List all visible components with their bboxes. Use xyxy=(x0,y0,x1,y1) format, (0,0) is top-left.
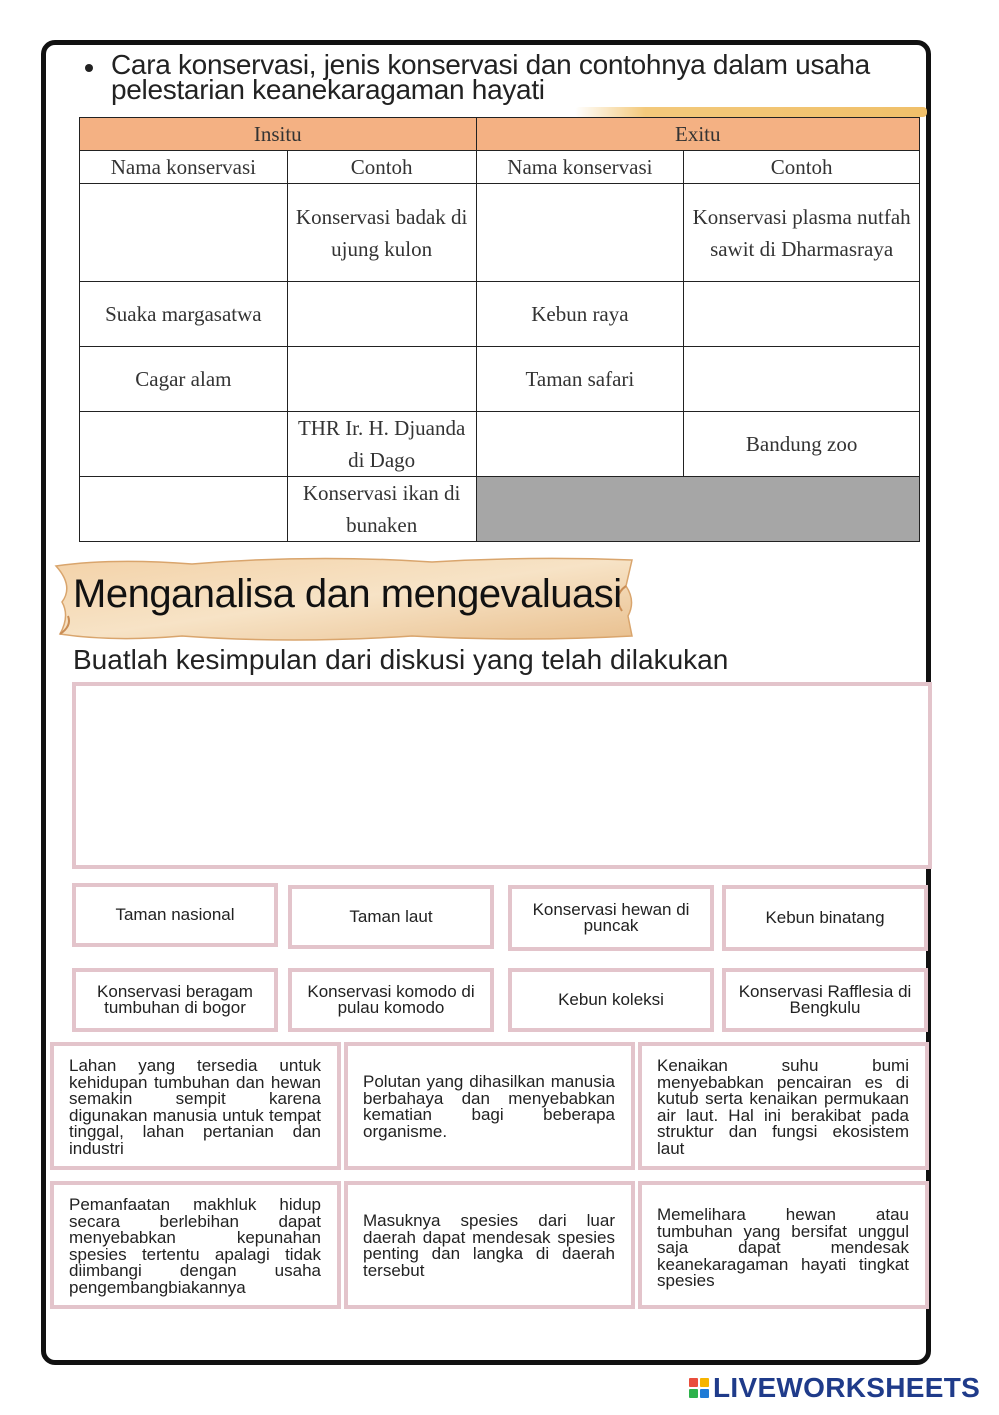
logo-square xyxy=(700,1389,709,1398)
drag-card[interactable]: Konservasi komodo di pulau komodo xyxy=(288,968,494,1032)
subheader-nama-insitu: Nama konservasi xyxy=(80,151,288,184)
drag-paragraph-card[interactable]: Pemanfaatan makhluk hidup secara berlebihan dapat menyebabkan kepunahan spesies tertentu apalagi tidak diimbangi dengan usaha pengembangbiakannya xyxy=(50,1181,341,1309)
table-cell: Bandung zoo xyxy=(684,412,920,477)
drag-card[interactable]: Kebun koleksi xyxy=(508,968,714,1032)
table-cell-answer[interactable] xyxy=(476,412,684,477)
intro-text: Cara konservasi, jenis konservasi dan contohnya dalam usaha pelestarian keanekaragaman hayati xyxy=(111,49,870,105)
header-exitu: Exitu xyxy=(476,118,919,151)
drag-card[interactable]: Kebun binatang xyxy=(722,885,928,951)
conclusion-input-box[interactable] xyxy=(72,682,932,869)
drag-paragraph-card[interactable]: Lahan yang tersedia untuk kehidupan tumbuhan dan hewan semakin sempit karena digunakan manusia untuk tempat tinggal, lahan pertanian dan industri xyxy=(50,1042,341,1170)
drag-card[interactable]: Taman nasional xyxy=(72,883,278,947)
brand-name[interactable]: LIVEWORKSHEETS xyxy=(713,1372,981,1403)
table-row xyxy=(80,184,920,282)
brush-underline xyxy=(575,107,927,117)
table-cell-gray xyxy=(476,477,919,542)
drag-paragraph-card[interactable]: Masuknya spesies dari luar daerah dapat mendesak spesies penting dan langka di daerah tersebut xyxy=(344,1181,635,1309)
table-row xyxy=(80,347,920,412)
logo-square xyxy=(689,1389,698,1398)
drag-paragraph-card[interactable]: Memelihara hewan atau tumbuhan yang bersifat unggul saja dapat mendesak keanekaragaman hayati tingkat spesies xyxy=(638,1181,929,1309)
header-insitu: Insitu xyxy=(80,118,477,151)
drag-card[interactable]: Konservasi hewan di puncak xyxy=(508,885,714,951)
conservation-table xyxy=(79,117,920,542)
subheader-contoh-insitu: Contoh xyxy=(287,151,476,184)
bullet-dot xyxy=(85,64,93,72)
table-cell-answer[interactable] xyxy=(287,282,476,347)
instruction-text: Buatlah kesimpulan dari diskusi yang telah dilakukan xyxy=(73,644,729,675)
drag-paragraph-card[interactable]: Polutan yang dihasilkan manusia berbahaya dan menyebabkan kematian bagi beberapa organisme. xyxy=(344,1042,635,1170)
drag-paragraph-card[interactable]: Kenaikan suhu bumi menyebabkan pencairan es di kutub serta kenaikan permukaan air laut. Hal ini berakibat pada struktur dan fungsi ekosistem laut xyxy=(638,1042,929,1170)
table-cell-answer[interactable] xyxy=(80,412,288,477)
table-cell-answer[interactable] xyxy=(476,184,684,282)
table-row xyxy=(80,282,920,347)
drag-card[interactable]: Konservasi Rafflesia di Bengkulu xyxy=(722,968,928,1032)
liveworksheets-logo-icon xyxy=(689,1378,709,1398)
table-row xyxy=(80,477,920,542)
table-row xyxy=(80,412,920,477)
table-cell-answer[interactable] xyxy=(684,282,920,347)
table-cell-answer[interactable] xyxy=(684,347,920,412)
table-cell: Konservasi badak di ujung kulon xyxy=(287,184,476,282)
table-cell-answer[interactable] xyxy=(80,477,288,542)
table-cell: Taman safari xyxy=(476,347,684,412)
logo-square xyxy=(689,1378,698,1387)
table-cell: Cagar alam xyxy=(80,347,288,412)
intro-bullet xyxy=(85,49,925,105)
table-cell: Konservasi ikan di bunaken xyxy=(287,477,476,542)
drag-card[interactable]: Taman laut xyxy=(288,885,494,949)
subheader-contoh-exitu: Contoh xyxy=(684,151,920,184)
table-cell: Konservasi plasma nutfah sawit di Dharmasraya xyxy=(684,184,920,282)
drag-card[interactable]: Konservasi beragam tumbuhan di bogor xyxy=(72,968,278,1032)
table-cell-answer[interactable] xyxy=(287,347,476,412)
section-title: Menganalisa dan mengevaluasi xyxy=(73,572,622,616)
table-cell: THR Ir. H. Djuanda di Dago xyxy=(287,412,476,477)
logo-square xyxy=(700,1378,709,1387)
subheader-nama-exitu: Nama konservasi xyxy=(476,151,684,184)
liveworksheets-footer xyxy=(689,1372,980,1404)
table-cell: Kebun raya xyxy=(476,282,684,347)
table-cell: Suaka margasatwa xyxy=(80,282,288,347)
table-cell-answer[interactable] xyxy=(80,184,288,282)
